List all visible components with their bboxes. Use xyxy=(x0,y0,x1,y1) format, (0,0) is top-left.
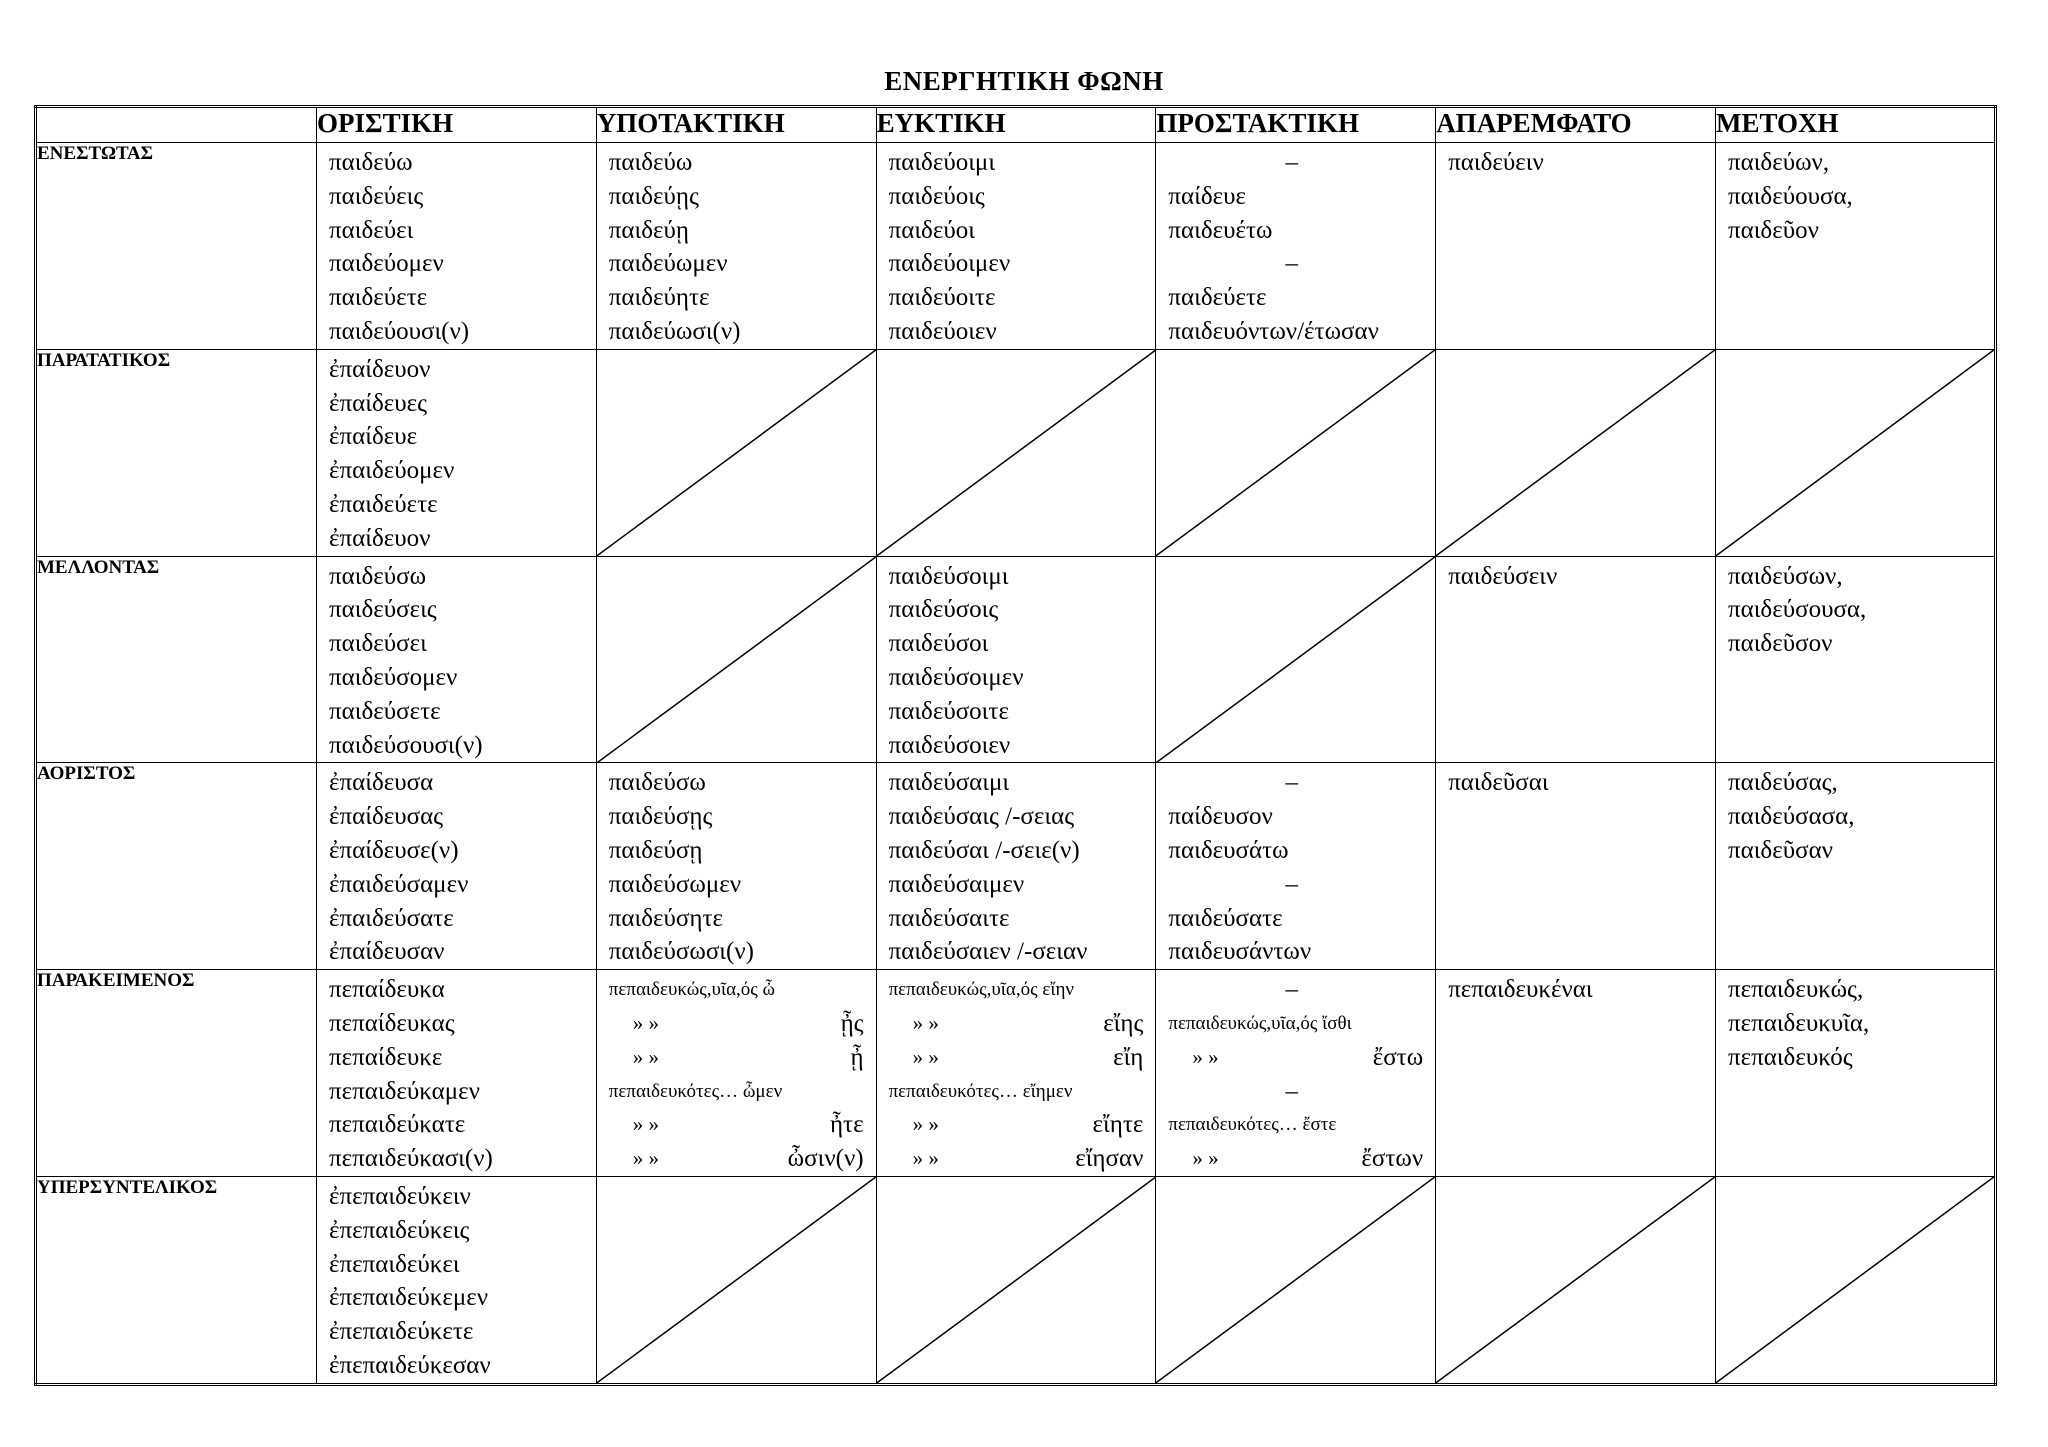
ditto-line xyxy=(889,1007,1156,1041)
form: παιδεύει xyxy=(329,216,414,244)
form: παιδεύσαι /-σειε(ν) xyxy=(888,836,1080,864)
form: ἐπεπαιδεύκεις xyxy=(329,1216,470,1244)
form: παιδευσάτω xyxy=(1168,836,1289,864)
cell-metochi xyxy=(1715,556,1995,763)
ditto-mark: » » xyxy=(912,1044,939,1069)
form: παιδευέτω xyxy=(1168,216,1273,244)
empty-cell xyxy=(1156,556,1436,763)
cell-oristiki xyxy=(317,970,597,1177)
form: παιδεύσει xyxy=(329,630,427,658)
form: ἐπαίδευον xyxy=(329,355,431,383)
header-corner xyxy=(36,107,317,143)
form: παιδεύσωσι(ν) xyxy=(608,938,754,966)
table-row xyxy=(36,970,1996,1177)
form: παιδεύοι xyxy=(888,216,975,244)
empty-cell xyxy=(876,1176,1156,1384)
form: παιδεύσωμεν xyxy=(608,870,742,898)
form: παιδεύοις xyxy=(888,182,985,210)
form: πεπαίδευκας xyxy=(329,1009,455,1037)
ditto-line xyxy=(1168,1041,1435,1075)
aux-verb: εἴη xyxy=(1113,1043,1144,1071)
ditto-mark: » » xyxy=(912,1010,939,1035)
periphrastic-form: πεπαιδευκότες… ἔστε xyxy=(1168,1114,1337,1136)
form: παιδευσάντων xyxy=(1168,938,1312,966)
cell-prostaktiki xyxy=(1156,970,1436,1177)
tense-label: ΑΟΡΙΣΤΟΣ xyxy=(36,763,317,970)
form: παιδεύσατε xyxy=(1168,904,1283,932)
form: παιδεύσοιτε xyxy=(888,697,1009,725)
form: πεπαίδευκε xyxy=(329,1043,443,1071)
form: παιδεύσειν xyxy=(1448,562,1558,590)
ditto-mark: » » xyxy=(632,1112,660,1137)
aux-verb: ᾖς xyxy=(840,1009,864,1037)
tense-label: ΜΕΛΛΟΝΤΑΣ xyxy=(36,556,317,763)
tense-label: ΥΠΕΡΣΥΝΤΕΛΙΚΟΣ xyxy=(36,1176,317,1384)
ditto-mark: » » xyxy=(632,1146,660,1171)
form: παιδεύῃς xyxy=(608,182,699,210)
aux-verb: ἔστων xyxy=(1361,1145,1424,1173)
empty-cell xyxy=(1156,349,1436,556)
form: ἐπαιδεύσατε xyxy=(329,904,454,932)
cell-efktiki xyxy=(876,763,1156,970)
form: παιδεύοιτε xyxy=(888,284,996,312)
cell-ypotaktiki xyxy=(596,970,876,1177)
form: ἐπαιδεύσαμεν xyxy=(329,870,469,898)
form: παιδεύω xyxy=(608,149,693,176)
empty-cell xyxy=(1715,1176,1995,1384)
dash: – xyxy=(1285,976,1299,1004)
empty-cell xyxy=(1715,349,1995,556)
diagonal-strike xyxy=(1436,350,1715,556)
form: παιδεύωσι(ν) xyxy=(608,317,741,345)
tense-label: ΠΑΡΑΤΑΤΙΚΟΣ xyxy=(36,349,317,556)
diagonal-strike xyxy=(1716,1177,1994,1383)
form: παιδεύομεν xyxy=(329,250,444,278)
diagonal-strike xyxy=(877,350,1156,556)
periphrastic-form: πεπαιδευκώς,υῖα,ός ἴσθι xyxy=(1168,1012,1352,1034)
diagonal-strike xyxy=(1436,1177,1715,1383)
form: ἐπεπαιδεύκειν xyxy=(329,1182,471,1210)
dash: – xyxy=(1285,1077,1299,1105)
dash: – xyxy=(1285,250,1299,278)
form: πεπαιδευκώς, xyxy=(1727,976,1864,1004)
cell-oristiki xyxy=(317,763,597,970)
ditto-line xyxy=(609,1108,876,1142)
aux-verb: ἔστω xyxy=(1372,1043,1424,1071)
diagonal-strike xyxy=(597,557,876,763)
form: παιδεύῃ xyxy=(608,216,689,244)
form: παιδεύσασα, xyxy=(1727,803,1855,831)
ditto-mark: » » xyxy=(1192,1044,1219,1069)
empty-cell xyxy=(596,556,876,763)
form: ἐπαίδευσας xyxy=(329,803,444,831)
empty-cell xyxy=(596,1176,876,1384)
ditto-line xyxy=(889,1041,1156,1075)
cell-prostaktiki xyxy=(1156,763,1436,970)
form: παιδεύσω xyxy=(329,562,427,590)
form: παιδεύσας, xyxy=(1727,769,1838,797)
conjugation-table xyxy=(34,105,1997,1386)
form: ἐπεπαιδεύκεσαν xyxy=(329,1351,491,1379)
form: παιδεύωμεν xyxy=(608,250,728,278)
form: παιδεύετε xyxy=(329,284,428,312)
cell-efktiki xyxy=(876,970,1156,1177)
table-row xyxy=(36,763,1996,970)
form: πεπαιδευκυῖα, xyxy=(1727,1009,1870,1037)
form: πεπαιδεύκαμεν xyxy=(329,1077,480,1105)
form: παιδεύουσι(ν) xyxy=(329,317,470,345)
table-row xyxy=(36,556,1996,763)
form: παιδεῦσαν xyxy=(1727,836,1833,864)
diagonal-strike xyxy=(1156,1177,1435,1383)
cell-metochi xyxy=(1715,143,1995,350)
periphrastic-form: πεπαιδευκώς,υῖα,ός ὦ xyxy=(608,979,776,1001)
header-prostaktiki: ΠΡΟΣΤΑΚΤΙΚΗ xyxy=(1156,107,1436,143)
header-metochi: ΜΕΤΟΧΗ xyxy=(1715,107,1995,143)
form: παιδεύσαιμι xyxy=(888,769,1010,797)
header-aparemfato: ΑΠΑΡΕΜΦΑΤΟ xyxy=(1436,107,1716,143)
form: παιδεῦον xyxy=(1727,216,1819,244)
header-oristiki: ΟΡΙΣΤΙΚΗ xyxy=(317,107,597,143)
form: παιδεύσοιεν xyxy=(888,731,1011,759)
form: πεπαίδευκα xyxy=(329,976,445,1004)
dash: – xyxy=(1285,769,1299,797)
periphrastic-form: πεπαιδευκότες… εἴημεν xyxy=(888,1080,1073,1102)
diagonal-strike xyxy=(597,350,876,556)
cell-oristiki xyxy=(317,556,597,763)
form: ἐπεπαιδεύκεμεν xyxy=(329,1284,489,1312)
form: παιδεύσω xyxy=(608,769,706,797)
aux-verb: ᾖ xyxy=(850,1043,864,1071)
form: παιδεύεις xyxy=(329,182,424,210)
cell-efktiki xyxy=(876,556,1156,763)
empty-cell xyxy=(1436,349,1716,556)
form: πεπαιδευκέναι xyxy=(1448,976,1593,1004)
form: πεπαιδεύκατε xyxy=(329,1111,466,1139)
form: παιδευόντων/έτωσαν xyxy=(1168,317,1379,345)
cell-aparemfato xyxy=(1436,143,1716,350)
form: παιδεύσετε xyxy=(329,697,441,725)
form: παιδεύσοις xyxy=(888,596,999,624)
ditto-line xyxy=(609,1142,876,1176)
empty-cell xyxy=(596,349,876,556)
form: παιδεύων, xyxy=(1727,149,1830,176)
ditto-line xyxy=(1168,1142,1435,1176)
dash: – xyxy=(1285,870,1299,898)
form: παιδεύσαις /-σειας xyxy=(888,803,1075,831)
form: παίδευσον xyxy=(1168,803,1273,831)
form: ἐπαιδεύομεν xyxy=(329,457,455,485)
form: ἐπαίδευον xyxy=(329,524,431,552)
diagonal-strike xyxy=(877,1177,1156,1383)
cell-aparemfato xyxy=(1436,970,1716,1177)
form: πεπαιδεύκασι(ν) xyxy=(329,1145,493,1173)
diagonal-strike xyxy=(1156,557,1435,763)
dash: – xyxy=(1285,149,1299,176)
ditto-mark: » » xyxy=(1192,1146,1219,1171)
form: παιδεύετε xyxy=(1168,284,1267,312)
form: παιδεύσομεν xyxy=(329,663,458,691)
ditto-mark: » » xyxy=(912,1112,939,1137)
form: παιδεύσῃς xyxy=(608,803,713,831)
periphrastic-form: πεπαιδευκότες… ὦμεν xyxy=(608,1080,783,1102)
form: παιδεύσουσι(ν) xyxy=(329,731,483,759)
aux-verb: ἦτε xyxy=(829,1111,864,1139)
cell-efktiki xyxy=(876,143,1156,350)
form: παιδεύειν xyxy=(1448,149,1544,176)
ditto-line xyxy=(889,1142,1156,1176)
empty-cell xyxy=(876,349,1156,556)
form: παιδεύσων, xyxy=(1727,562,1843,590)
header-row xyxy=(36,107,1996,143)
cell-ypotaktiki xyxy=(596,143,876,350)
form: ἐπαίδευσαν xyxy=(329,938,445,966)
tense-label: ΠΑΡΑΚΕΙΜΕΝΟΣ xyxy=(36,970,317,1177)
aux-verb: ὦσιν(ν) xyxy=(787,1145,864,1173)
cell-oristiki xyxy=(317,143,597,350)
page-title: ΕΝΕΡΓΗΤΙΚΗ ΦΩΝΗ xyxy=(884,66,1164,96)
diagonal-strike xyxy=(1716,350,1994,556)
form: παιδεύοιμεν xyxy=(888,250,1011,278)
form: παιδεῦσον xyxy=(1727,630,1833,658)
form: παιδεύσοιμεν xyxy=(888,663,1024,691)
diagonal-strike xyxy=(597,1177,876,1383)
form: παιδεύω xyxy=(329,149,413,176)
empty-cell xyxy=(1436,1176,1716,1384)
empty-cell xyxy=(1156,1176,1436,1384)
ditto-line xyxy=(609,1007,876,1041)
form: παιδεύσαιεν /-σειαν xyxy=(888,938,1088,966)
form: ἐπαιδεύετε xyxy=(329,490,438,518)
ditto-mark: » » xyxy=(632,1044,660,1069)
cell-metochi xyxy=(1715,763,1995,970)
form: παιδεύσῃ xyxy=(608,836,703,864)
cell-prostaktiki xyxy=(1156,143,1436,350)
diagonal-strike xyxy=(1156,350,1435,556)
form: παιδεύοιμι xyxy=(888,149,996,176)
ditto-mark: » » xyxy=(912,1146,939,1171)
cell-aparemfato xyxy=(1436,556,1716,763)
cell-oristiki xyxy=(317,1176,597,1384)
form: ἐπαίδευσε(ν) xyxy=(329,836,459,864)
cell-metochi xyxy=(1715,970,1995,1177)
ditto-line xyxy=(889,1108,1156,1142)
form: παιδεύσαιμεν xyxy=(888,870,1025,898)
form: παιδεύσητε xyxy=(608,904,723,932)
form: παιδεύσοι xyxy=(888,630,989,658)
cell-aparemfato xyxy=(1436,763,1716,970)
cell-ypotaktiki xyxy=(596,763,876,970)
ditto-line xyxy=(609,1041,876,1075)
form: παιδεύουσα, xyxy=(1727,182,1853,210)
form: πεπαιδευκός xyxy=(1727,1043,1853,1071)
form: παίδευε xyxy=(1168,182,1246,210)
table-row xyxy=(36,143,1996,350)
tense-label: ΕΝΕΣΤΩΤΑΣ xyxy=(36,143,317,350)
form: ἐπεπαιδεύκει xyxy=(329,1250,460,1278)
form: ἐπαίδευε xyxy=(329,423,418,451)
form: ἐπαίδευσα xyxy=(329,769,434,797)
aux-verb: εἴησαν xyxy=(1075,1145,1144,1173)
form: παιδεύσαιτε xyxy=(888,904,1010,932)
ditto-mark: » » xyxy=(632,1010,660,1035)
form: παιδεύσεις xyxy=(329,596,437,624)
aux-verb: εἴης xyxy=(1103,1009,1144,1037)
table-row xyxy=(36,1176,1996,1384)
table-row xyxy=(36,349,1996,556)
form: ἐπεπαιδεύκετε xyxy=(329,1318,474,1346)
aux-verb: εἴητε xyxy=(1092,1111,1144,1139)
form: παιδεῦσαι xyxy=(1448,769,1549,797)
form: ἐπαίδευες xyxy=(329,389,427,417)
form: παιδεύσουσα, xyxy=(1727,596,1867,624)
cell-oristiki xyxy=(317,349,597,556)
periphrastic-form: πεπαιδευκώς,υῖα,ός εἴην xyxy=(888,979,1074,1001)
header-ypotaktiki: ΥΠΟΤΑΚΤΙΚΗ xyxy=(596,107,876,143)
form: παιδεύητε xyxy=(608,284,710,312)
form: παιδεύσοιμι xyxy=(888,562,1009,590)
header-efktiki: ΕΥΚΤΙΚΗ xyxy=(876,107,1156,143)
form: παιδεύοιεν xyxy=(888,317,997,345)
